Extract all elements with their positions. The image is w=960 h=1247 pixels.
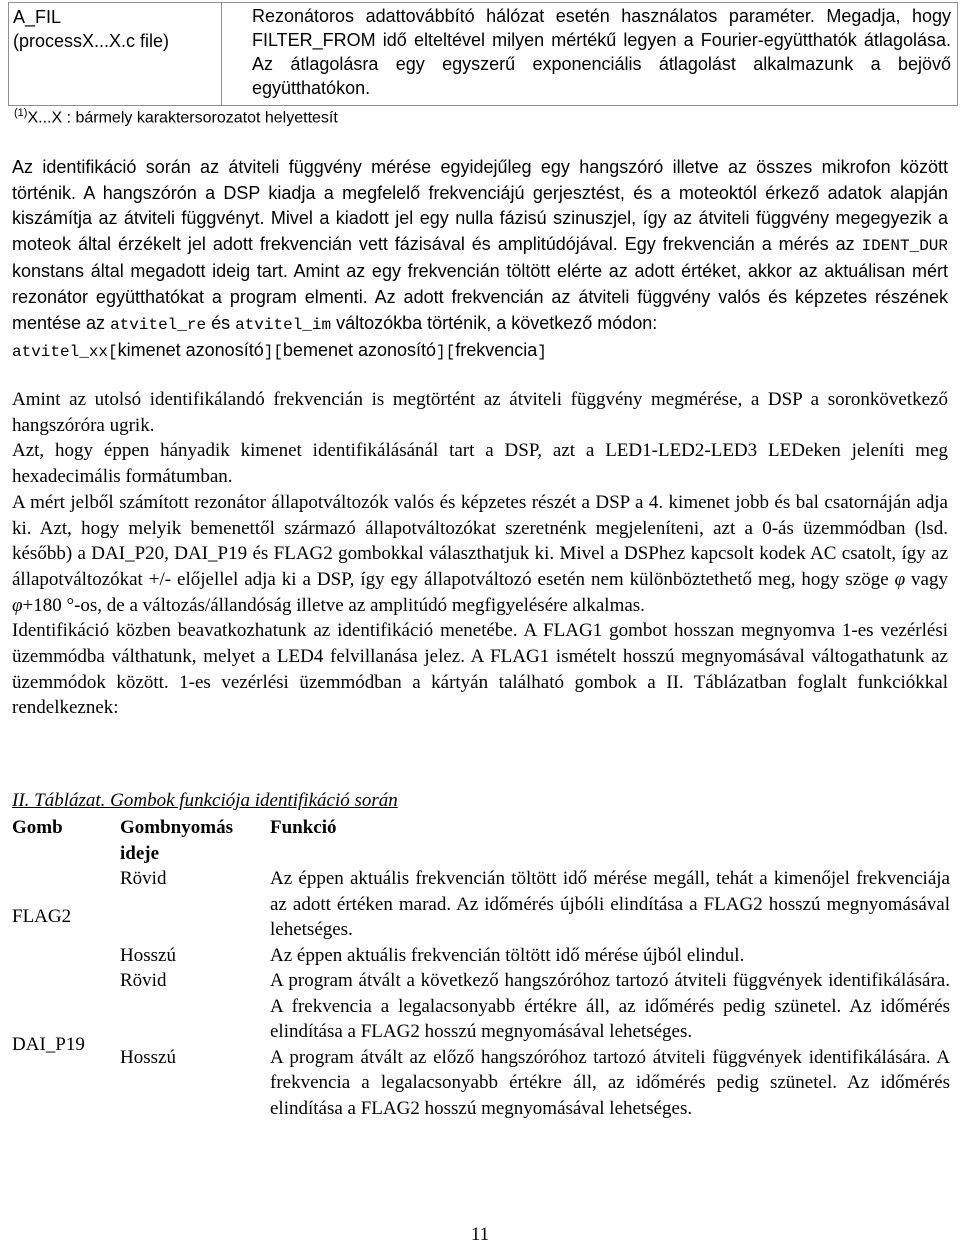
format-placeholder: kimenet azonosító xyxy=(117,340,264,361)
parameter-file: (processX...X.c file) xyxy=(13,31,170,51)
serif-paragraphs xyxy=(12,387,948,721)
paragraph-text: Az identifikáció során az átviteli függvény mérése egyidejűleg egy hangszóró illetve az összes mikrofon között történik. A hangszórón a DSP kiadja a megfelelő frekvenciájú gerjesztést, és a moteoktól érkező adatok alapján kiszámítja az átviteli függvényt. Mivel a kiadott jel egy nulla fázisú szinuszjel, így az átviteli függvény megegyezik a moteok által érzékelt jel adott frekvencián vett fázisával és amplitúdójával. Egy frekvencián a mérés az xyxy=(12,157,948,254)
button-name-cell: DAI_P19 xyxy=(12,1033,85,1055)
table-header-row xyxy=(12,815,950,866)
format-placeholder: bemenet azonosító xyxy=(282,340,437,361)
function-cell: Az éppen aktuális frekvencián töltött idő mérése megáll, tehát a kimenőjel frekvenciája az adott értéken marad. Az időmérés újbóli elindítása a FLAG2 hosszú megnyomásával lehetséges. xyxy=(270,868,950,940)
identification-paragraph xyxy=(12,155,948,366)
function-cell: Az éppen aktuális frekvencián töltött idő mérése újból elindul. xyxy=(270,944,745,966)
parameter-name-cell xyxy=(9,3,222,106)
parameter-name: A_FIL xyxy=(13,7,62,27)
header-button: Gomb xyxy=(12,817,63,838)
table-row xyxy=(12,866,950,943)
paragraph-text: A mért jelből számított rezonátor állapotváltozók valós és képzetes részét a DSP a 4. kimenet jobb és bal csatornáján adja ki. Azt, hogy melyik bemenettől származó állapotváltozókat szeretnénk megjeleníteni, azt a 0-ás üzemmódban (lsd. később) a DAI_P20, DAI_P19 és FLAG2 gombokkal választhatjuk ki. Mivel a DSPhez kapcsolt kodek AC csatolt, így az állapotváltozókat +/- előjellel adja ki a DSP, így egy állapotváltozó esetén nem különböztethető meg, hogy szöge xyxy=(12,491,948,590)
button-name-cell: FLAG2 xyxy=(12,906,72,928)
paragraph-text: és xyxy=(206,312,236,333)
footnote xyxy=(14,107,338,127)
paragraph-text: változókba történik, a következő módon: xyxy=(331,312,658,333)
paragraph-control-mode: Identifikáció közben beavatkozhatunk az identifikáció menetébe. A FLAG1 gombot hosszan megnyomva 1-es vezérlési üzemmódba válthatunk, melyet a LED4 felvillanása jelez. A FLAG1 ismételt hosszú megnyomásával váltogathatunk az üzemmódok között. 1-es vezérlési üzemmódban a kártyán található gombok a II. Táblázatban foglalt funkciókkal rendelkeznek: xyxy=(12,620,948,719)
parameter-description: Rezonátoros adattovábbító hálózat esetén használatos paraméter. Megadja, hogy FILTER_FROM idő elteltével milyen mértékű legyen a Fourier-együtthatók átlagolása. Az átlagolásra egy egyszerű exponenciális átlagolást alkalmazunk a bejövő együtthatókon. xyxy=(222,3,958,106)
duration-cell: Hosszú xyxy=(120,1046,176,1068)
paragraph-led-display: Azt, hogy éppen hányadik kimenet identifikálásánál tart a DSP, azt a LED1-LED2-LED3 LEDeken jeleníti meg hexadecimális formátumban. xyxy=(12,440,948,488)
duration-cell: Hosszú xyxy=(120,944,176,966)
code-fragment: ][ xyxy=(263,343,283,362)
paragraph-state-variables xyxy=(12,490,948,619)
page-number: 11 xyxy=(470,1224,490,1245)
paragraph-next-speaker: Amint az utolsó identifikálandó frekvencián is megtörtént az átviteli függvény megmérése, a DSP a soronkövetkező hangszóróra ugrik. xyxy=(12,389,948,436)
duration-cell: Rövid xyxy=(120,868,167,889)
code-variable: atvitel_im xyxy=(235,315,332,334)
header-function: Funkció xyxy=(270,817,337,838)
array-format-line xyxy=(12,338,948,366)
duration-cell: Rövid xyxy=(120,970,167,991)
table-row xyxy=(12,1045,950,1122)
button-functions-table xyxy=(12,815,950,1121)
table-row xyxy=(12,968,950,1045)
function-cell: A program átvált a következő hangszóróhoz tartozó átviteli függvények identifikálására. A frekvencia a legalacsonyabb értékre áll, az időmérés pedig szünetel. Az időmérés elindítása a FLAG2 hosszú megnyomásával lehetséges. xyxy=(270,970,950,1042)
function-cell: A program átvált az előző hangszóróhoz tartozó átviteli függvények identifikálására. A frekvencia a legalacsonyabb értékre áll, az időmérés pedig szünetel. Az időmérés elindítása a FLAG2 hosszú megnyomásával lehetséges. xyxy=(270,1046,950,1119)
parameter-table xyxy=(8,2,958,106)
header-duration: Gombnyomás ideje xyxy=(120,817,233,864)
phi-symbol: φ xyxy=(894,568,906,590)
footnote-marker: (1) xyxy=(14,107,28,119)
paragraph-text: vagy xyxy=(905,568,948,590)
format-placeholder: frekvencia xyxy=(455,340,538,361)
code-fragment: ][ xyxy=(436,343,456,362)
table-caption-text: II. Táblázat. Gombok funkciója identifikáció során xyxy=(12,790,398,811)
parameter-row xyxy=(9,3,958,106)
paragraph-text: konstans által megadott ideig tart. Amint az egy frekvencián töltött elérte az adott értéket, akkor az aktuálisan mért rezonátor együtthatókat a program elmenti. Az adott frekvencián az átviteli függvény valós és képzetes részének mentése az xyxy=(12,261,948,333)
code-fragment: atvitel_xx[ xyxy=(12,343,118,362)
paragraph-text: +180 °-os, de a változás/állandóság illetve az amplitúdó megfigyelésére alkalmas. xyxy=(22,594,645,616)
code-fragment: ] xyxy=(537,343,547,362)
code-constant: IDENT_DUR xyxy=(861,236,948,255)
table-caption xyxy=(12,790,398,812)
footnote-text: X...X : bármely karaktersorozatot helyettesít xyxy=(27,109,338,127)
table-row xyxy=(12,943,950,969)
phi-symbol: φ xyxy=(12,594,23,616)
code-variable: atvitel_re xyxy=(110,315,207,334)
